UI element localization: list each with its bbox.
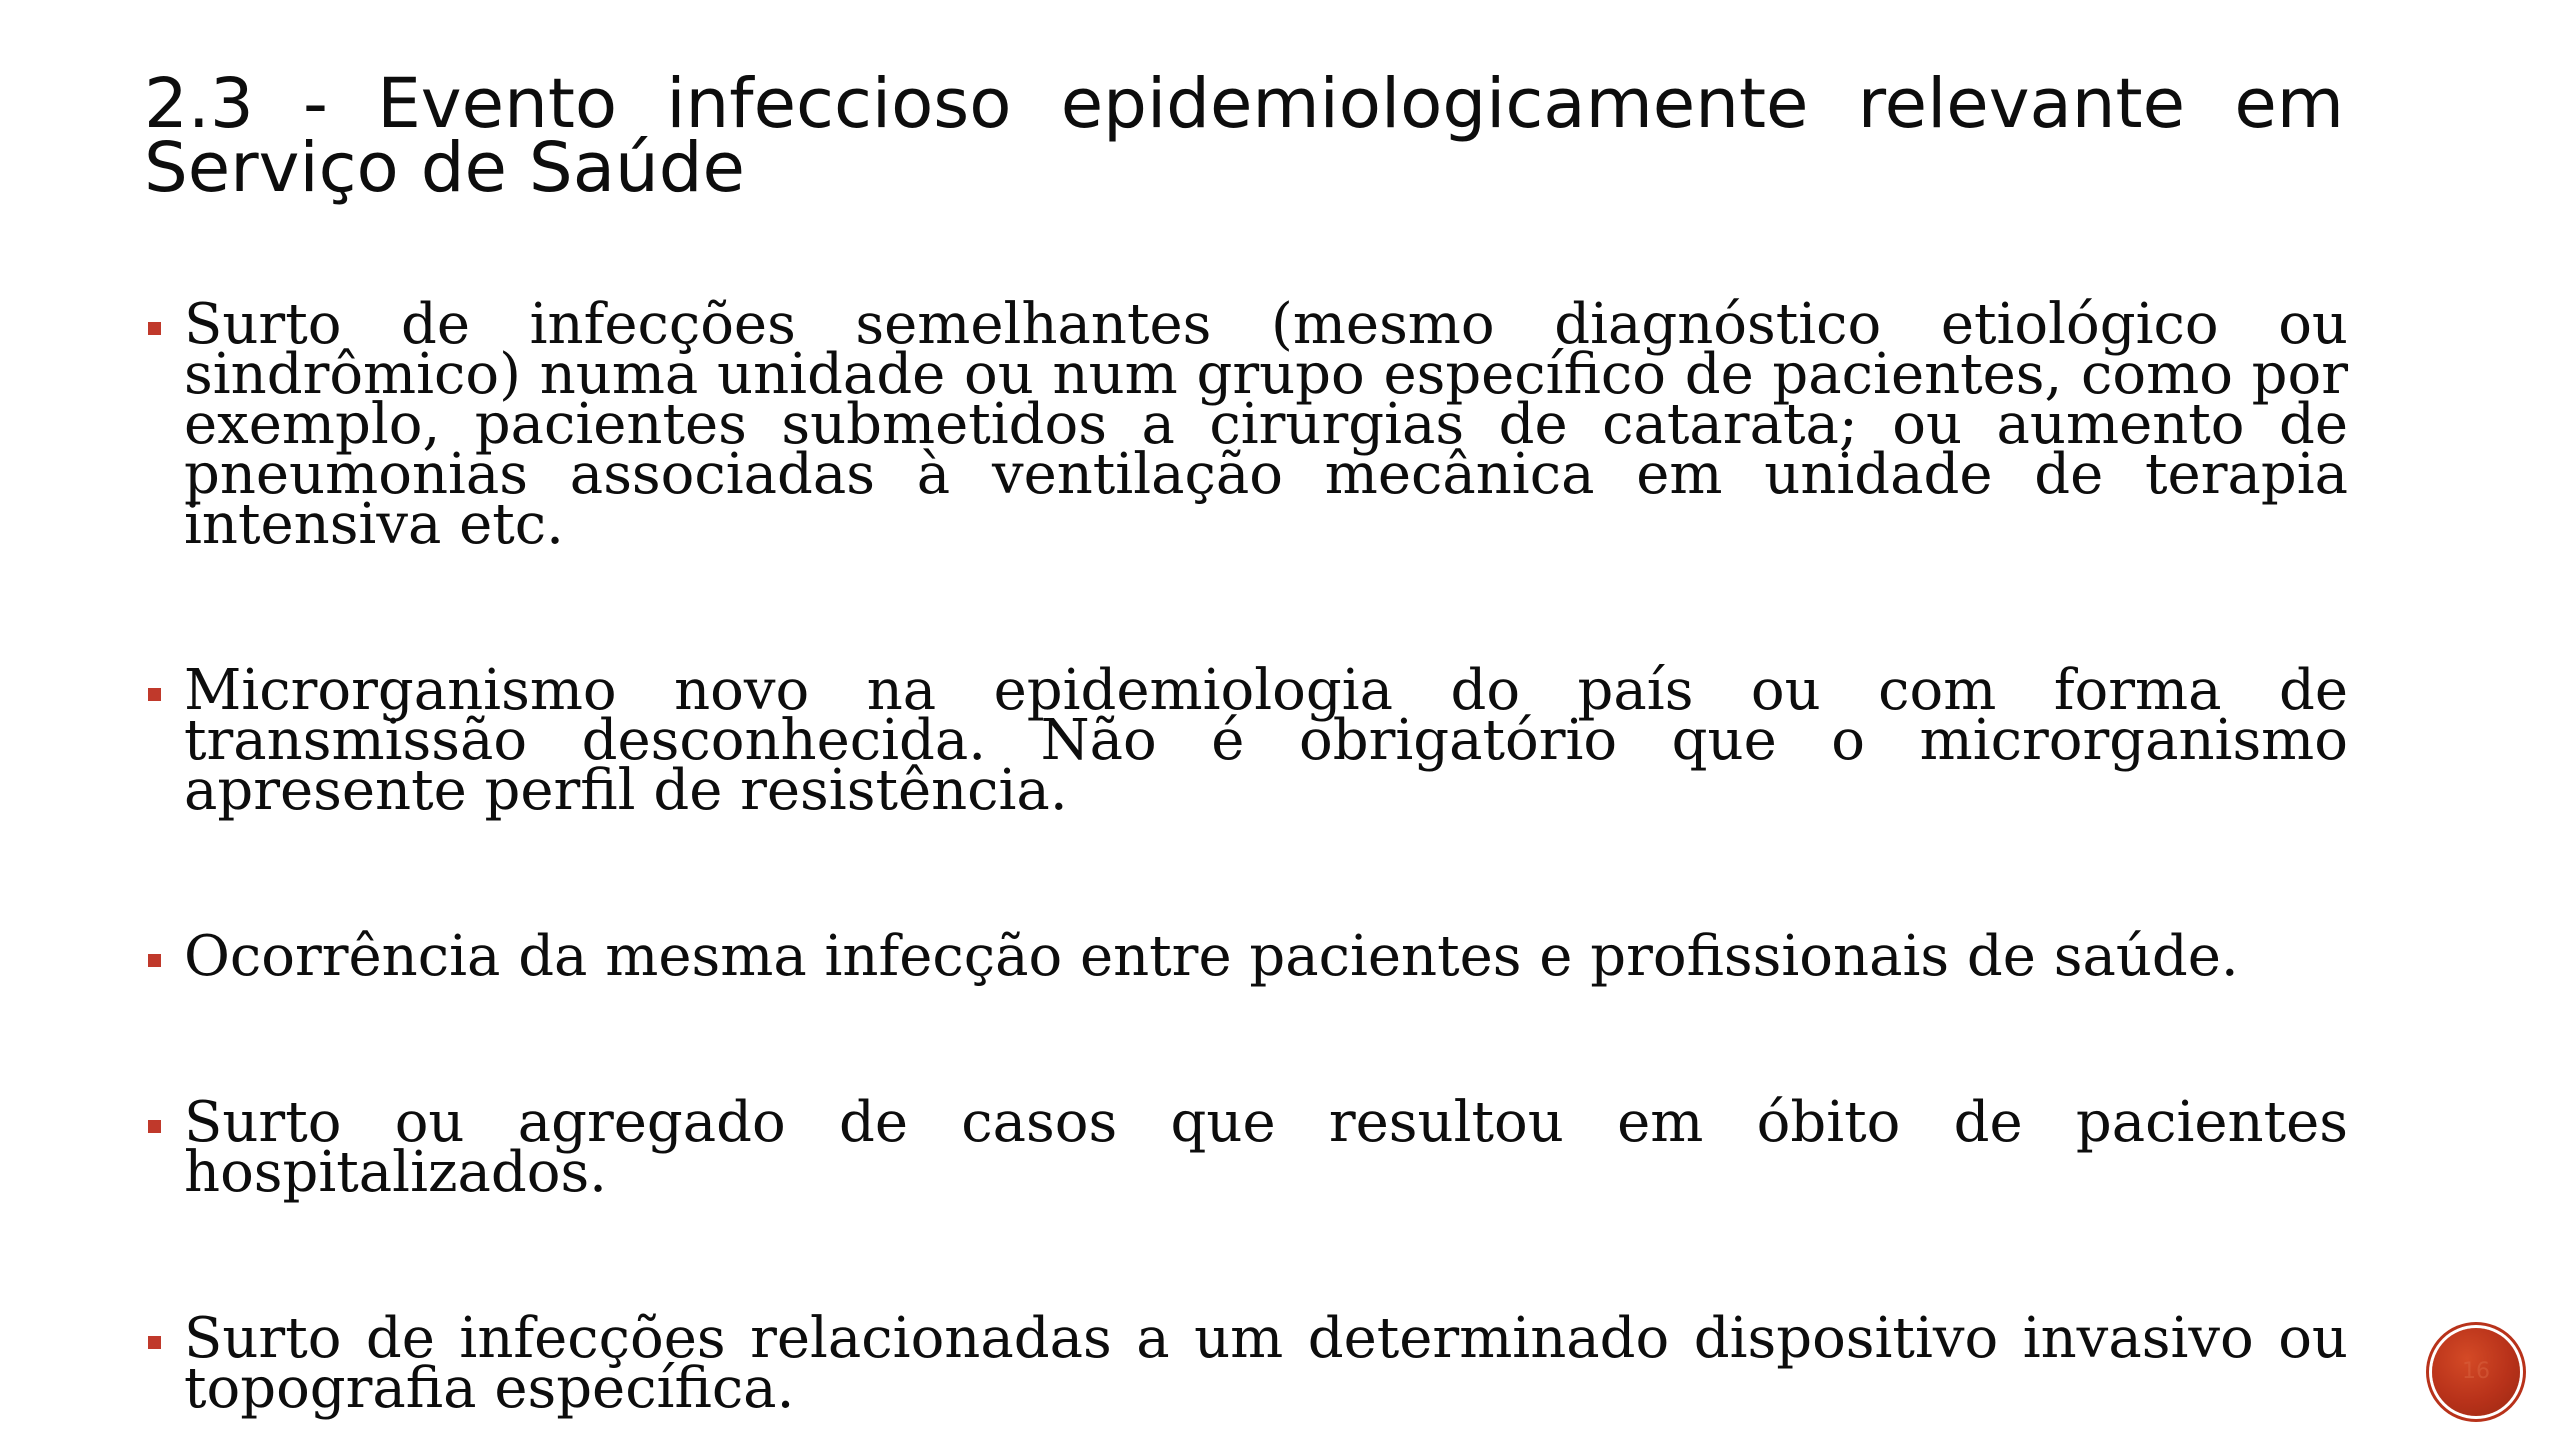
bullet-text: Surto de infecções semelhantes (mesmo diagnóstico etiológico ou sindrômico) numa unidade ou num grupo específico de pacientes, como por exemplo, pacientes submetidos a cirurgias de catarata; ou aumento de pneumonias associadas à ventilação mecânica em unidade de terapia intensiva etc.	[184, 292, 2348, 557]
square-bullet-icon	[148, 322, 161, 335]
page-number: 16	[2462, 1359, 2490, 1384]
square-bullet-icon	[148, 954, 161, 967]
bullet-item	[144, 924, 2348, 989]
square-bullet-icon	[148, 1120, 161, 1133]
page-number-badge	[2432, 1328, 2520, 1416]
square-bullet-icon	[148, 688, 161, 701]
bullet-list	[144, 292, 2348, 1421]
bullet-item	[144, 658, 2348, 823]
bullet-text: Surto ou agregado de casos que resultou em óbito de pacientes hospitalizados.	[184, 1090, 2348, 1205]
bullet-text: Microrganismo novo na epidemiologia do país ou com forma de transmissão desconhecida. Não é obrigatório que o microrganismo apresente perfil de resistência.	[184, 658, 2348, 823]
bullet-text: Ocorrência da mesma infecção entre pacientes e profissionais de saúde.	[184, 924, 2239, 989]
square-bullet-icon	[148, 1336, 161, 1349]
slide-title: 2.3 - Evento infeccioso epidemiologicamente relevante em Serviço de Saúde	[144, 64, 2344, 208]
bullet-item	[144, 292, 2348, 557]
bullet-item	[144, 1090, 2348, 1205]
bullet-text: Surto de infecções relacionadas a um determinado dispositivo invasivo ou topografia específica.	[184, 1306, 2348, 1421]
bullet-item	[144, 1306, 2348, 1421]
